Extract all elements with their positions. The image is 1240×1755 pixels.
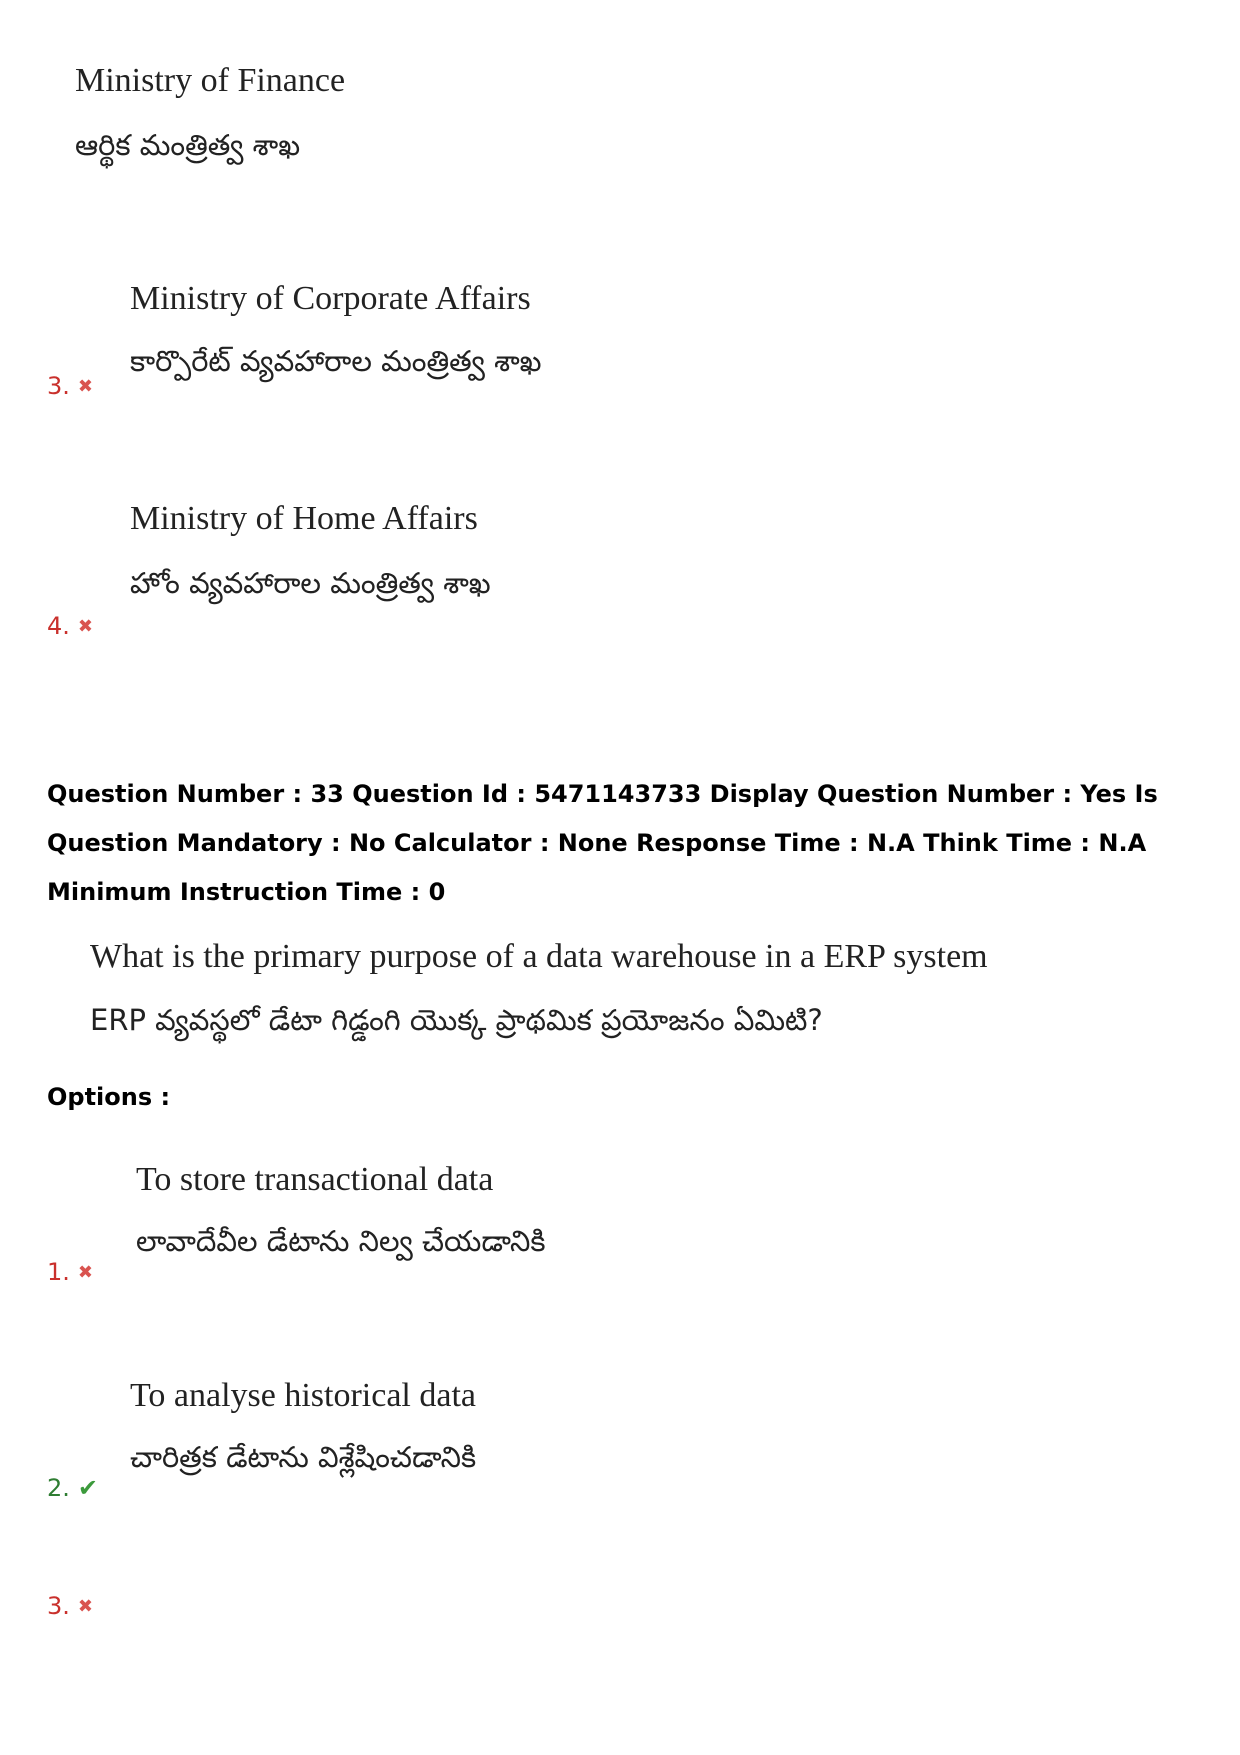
option-2-number: 2. — [47, 1474, 70, 1502]
option-3-marker — [47, 1592, 93, 1620]
prev-option-4-english: Ministry of Home Affairs — [130, 500, 478, 537]
option-3-number: 3. — [47, 1592, 70, 1620]
cross-icon: ✖ — [77, 1595, 93, 1617]
question-text-english: What is the primary purpose of a data warehouse in a ERP system — [90, 938, 988, 975]
prev-option-3-number: 3. — [47, 372, 70, 400]
option-1-english: To store transactional data — [136, 1161, 494, 1198]
prev-option-2-telugu: ఆర్థిక మంత్రిత్వ శాఖ — [75, 128, 301, 162]
prev-option-4-marker — [47, 612, 93, 640]
option-1-marker — [47, 1258, 93, 1286]
option-2-marker — [47, 1474, 98, 1502]
cross-icon: ✖ — [77, 1261, 93, 1283]
question-metadata: Question Number : 33 Question Id : 5471143733 Display Question Number : Yes Is Question Mandatory : No Calculator : None Response Time : N.A Think Time : N.A Minimum Instruction Time : 0 — [47, 780, 1158, 906]
option-1-number: 1. — [47, 1258, 70, 1286]
question-text-telugu: ERP వ్యవస్థలో డేటా గిడ్డంగి యొక్క ప్రాథమిక ప్రయోజనం ఏమిటి? — [90, 1003, 823, 1037]
cross-icon: ✖ — [77, 615, 93, 637]
option-1-telugu: లావాదేవీల డేటాను నిల్వ చేయడానికి — [136, 1224, 546, 1258]
prev-option-3-marker — [47, 372, 93, 400]
options-label: Options : — [47, 1083, 171, 1111]
prev-option-2-english: Ministry of Finance — [75, 62, 346, 99]
cross-icon: ✖ — [77, 375, 93, 397]
option-2-english: To analyse historical data — [130, 1377, 476, 1414]
prev-option-3-telugu: కార్పొరేట్ వ్యవహారాల మంత్రిత్వ శాఖ — [130, 344, 542, 378]
prev-option-4-number: 4. — [47, 612, 70, 640]
option-2-telugu: చారిత్రక డేటాను విశ్లేషించడానికి — [130, 1440, 477, 1474]
prev-option-4-telugu: హోం వ్యవహారాల మంత్రిత్వ శాఖ — [130, 566, 491, 600]
prev-option-3-english: Ministry of Corporate Affairs — [130, 280, 531, 317]
check-icon: ✔ — [77, 1474, 99, 1502]
